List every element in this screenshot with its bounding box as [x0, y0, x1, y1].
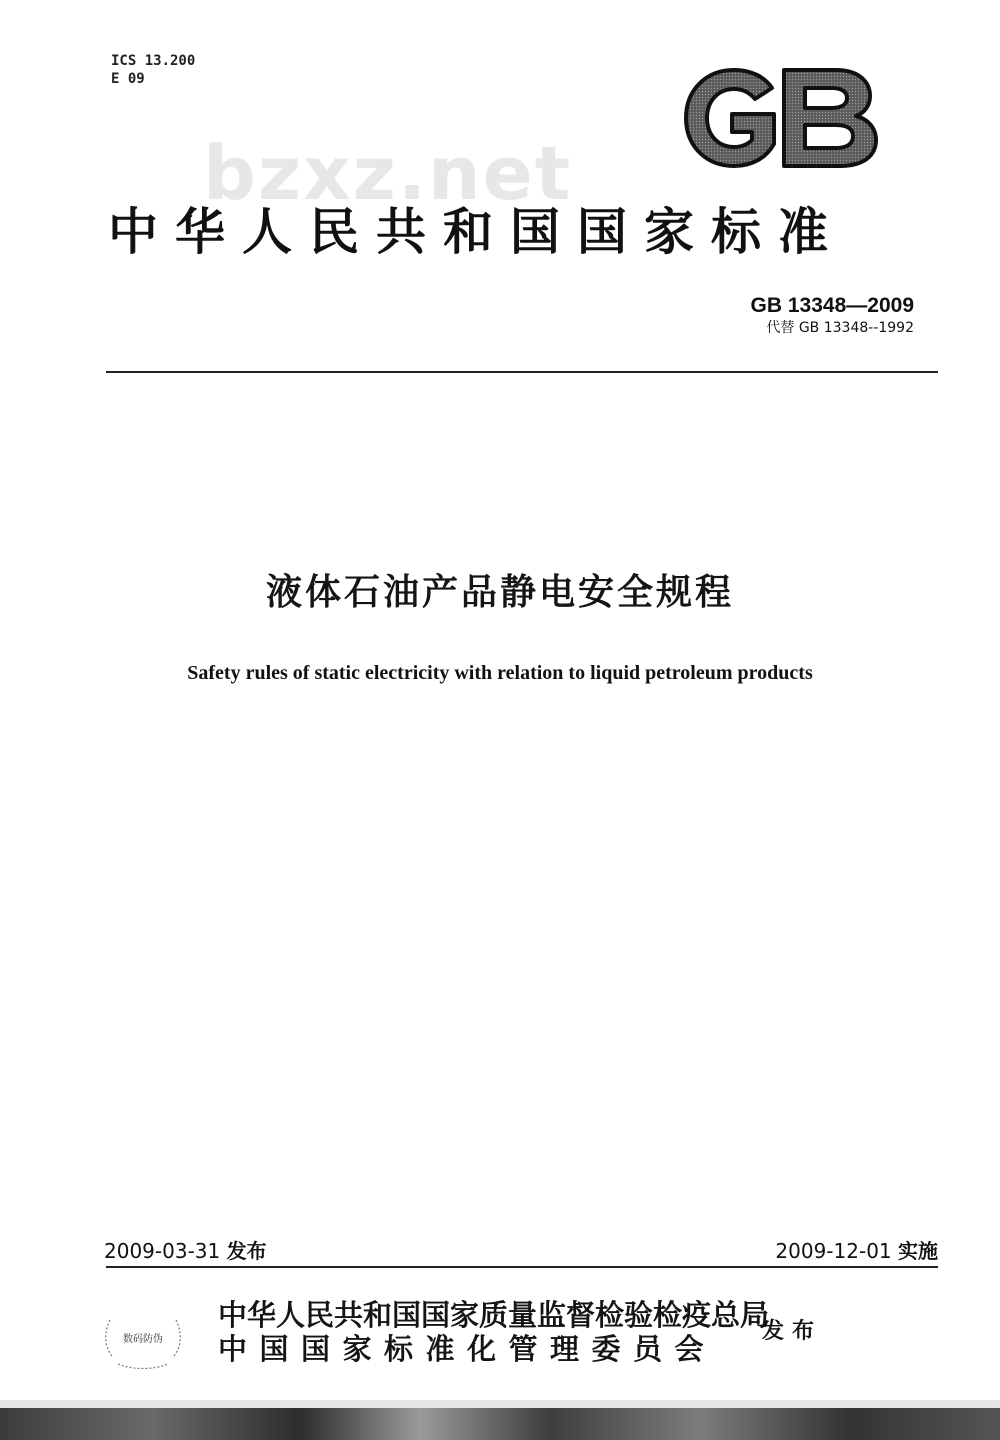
- standard-number-block: [751, 293, 914, 337]
- watermark: bzxz.net: [203, 131, 573, 217]
- document-title-en: Safety rules of static electricity with relation to liquid petroleum products: [187, 662, 813, 684]
- ccs-code: E 09: [111, 71, 145, 87]
- national-standard-title: 中华人民共和国国家标准: [108, 203, 845, 261]
- document-title-cn: 液体石油产品静电安全规程: [265, 572, 734, 613]
- publisher-sac: 中国国家标准化管理委员会: [218, 1332, 717, 1366]
- issue-date-block: [104, 1238, 267, 1264]
- issue-label: 发布: [226, 1239, 267, 1263]
- publisher-block: [218, 1298, 769, 1366]
- effective-label: 实施: [898, 1239, 938, 1263]
- effective-date: 2009-12-01: [775, 1239, 892, 1263]
- gb-logo-icon: [680, 66, 880, 170]
- top-divider: [106, 371, 938, 373]
- issue-date: 2009-03-31: [104, 1239, 221, 1263]
- bottom-divider: [106, 1266, 938, 1268]
- anti-counterfeit-seal-icon: [100, 1300, 186, 1372]
- publisher-aqsiq: 中华人民共和国国家质量监督检验检疫总局: [218, 1298, 770, 1332]
- scanned-edge-band: [0, 1400, 1000, 1440]
- publish-label: 发布: [762, 1319, 823, 1344]
- seal-text: 数码防伪: [123, 1334, 163, 1345]
- classification-codes: [111, 52, 195, 88]
- effective-date-block: [775, 1238, 938, 1264]
- ics-code: ICS 13.200: [111, 53, 196, 69]
- replaces-standard: 代替 GB 13348--1992: [766, 320, 914, 336]
- standard-number: GB 13348—2009: [750, 294, 914, 317]
